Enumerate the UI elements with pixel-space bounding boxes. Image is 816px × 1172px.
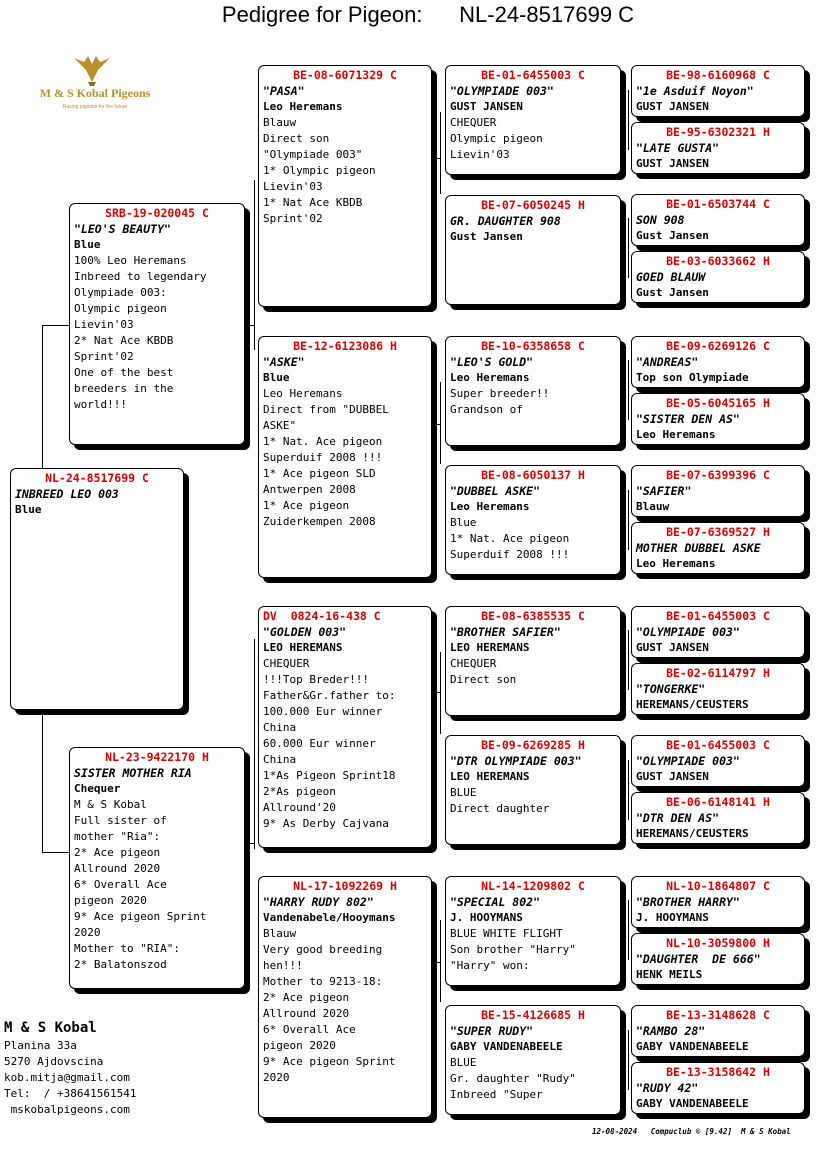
breeder-city: 5270 Ajdovscina [4, 1055, 104, 1068]
info-line: 2* Nat Ace KBDB [74, 334, 174, 347]
info-line: LEO HEREMANS [263, 641, 343, 654]
pigeon-name: "DUBBEL ASKE" [450, 484, 541, 498]
ring-number: BE-06-6148141 H [666, 795, 770, 809]
ring-number: BE-95-6302321 H [666, 125, 770, 139]
pigeon-name: SISTER MOTHER RIA [74, 766, 192, 780]
pigeon-card-gen4-7[interactable] [631, 465, 805, 517]
pigeon-name: "BROTHER SAFIER" [450, 625, 561, 639]
pigeon-card-gen3-3[interactable] [445, 336, 621, 446]
info-line: LEO HEREMANS [450, 641, 530, 654]
pigeon-name: "LEO'S BEAUTY" [74, 222, 171, 236]
eagle-icon [72, 52, 112, 86]
info-line: Direct son [450, 673, 517, 686]
info-line: Olympic pigeon [450, 132, 543, 145]
info-line: Mother to 9213-18: [263, 975, 383, 988]
pigeon-card-dam-dam[interactable] [258, 876, 432, 1118]
info-line: 1* Nat. Ace pigeon [263, 435, 383, 448]
info-line: China [263, 721, 297, 734]
ring-number: BE-08-6385535 C [481, 609, 585, 623]
pigeon-card-gen4-5[interactable] [631, 336, 805, 388]
info-line: ASKE" [263, 419, 297, 432]
connector-line [628, 90, 629, 150]
info-line: 1* Ace pigeon [263, 499, 350, 512]
pigeon-card-gen3-2[interactable] [445, 195, 621, 305]
info-line: HEREMANS/CEUSTERS [636, 698, 749, 711]
info-line: Zuiderkempen 2008 [263, 515, 376, 528]
pigeon-name: "1e Asduif Noyon" [636, 84, 754, 98]
pigeon-card-sire-dam[interactable] [258, 336, 432, 578]
info-line: 9* As Derby Cajvana [263, 817, 389, 830]
info-line: 6* Overall Ace [74, 878, 167, 891]
pigeon-card-gen4-15[interactable] [631, 1005, 805, 1057]
info-line: Gust Jansen [450, 230, 523, 243]
info-line: 1* Olympic pigeon [263, 164, 376, 177]
info-line: pigeon 2020 [74, 894, 147, 907]
pigeon-name: INBREED LEO 003 [15, 487, 119, 501]
info-line: BLUE [450, 1056, 477, 1069]
ring-number: NL-23-9422170 H [105, 750, 209, 764]
ring-number: BE-10-6358658 C [481, 339, 585, 353]
connector-line [440, 382, 441, 464]
info-line: HEREMANS/CEUSTERS [636, 827, 749, 840]
pigeon-card-gen4-3[interactable] [631, 194, 805, 246]
connector-line [628, 1030, 629, 1090]
info-line: Direct from "DUBBEL [263, 403, 389, 416]
pigeon-name: MOTHER DUBBEL ASKE [636, 541, 761, 555]
info-line: hen!!! [263, 959, 303, 972]
connector-line [432, 692, 440, 693]
connector-line [440, 652, 441, 734]
pigeon-card-gen3-8[interactable] [445, 1005, 621, 1115]
pigeon-card-gen4-4[interactable] [631, 251, 805, 303]
ring-number: BE-07-6369527 H [666, 525, 770, 539]
ring-number: BE-03-6033662 H [666, 254, 770, 268]
breeder-info [4, 1018, 204, 1118]
info-line: Blauw [636, 500, 670, 513]
ring-number: BE-08-6050137 H [481, 468, 585, 482]
info-line: Leo Heremans [263, 387, 343, 400]
ring-number: BE-01-6455003 C [666, 738, 770, 752]
ring-number: BE-05-6045165 H [666, 396, 770, 410]
pigeon-name: "SUPER RUDY" [450, 1024, 534, 1038]
pigeon-name: "LEO'S GOLD" [450, 355, 534, 369]
info-line: GABY VANDENABEELE [636, 1040, 749, 1053]
info-line: Gust Jansen [636, 229, 709, 242]
info-line: Direct son [263, 132, 330, 145]
info-line: Blauw [263, 927, 297, 940]
ring-number: NL-14-1209802 C [481, 879, 585, 893]
info-line: Leo Heremans [636, 428, 716, 441]
info-line: HENK MEILS [636, 968, 703, 981]
info-line: mother "Ria": [74, 830, 161, 843]
pigeon-card-gen3-1[interactable] [445, 65, 621, 175]
info-line: Lievin'03 [263, 180, 323, 193]
pigeon-card-sire[interactable] [69, 203, 245, 445]
pigeon-name: "OLYMPIADE 003" [450, 84, 554, 98]
pigeon-card-gen4-9[interactable] [631, 606, 805, 658]
info-line: Leo Heremans [263, 100, 343, 113]
info-line: Father&Gr.father to: [263, 689, 396, 702]
connector-line [440, 112, 441, 194]
info-line: world!!! [74, 398, 127, 411]
pigeon-name: "SISTER DEN AS" [636, 412, 740, 426]
pigeon-name: "SPECIAL 802" [450, 895, 541, 909]
ring-number: BE-13-3158642 H [666, 1065, 770, 1079]
info-line: Direct daughter [450, 802, 550, 815]
connector-line [42, 325, 70, 326]
pigeon-card-sire-sire[interactable] [258, 65, 432, 307]
info-line: Lievin'03 [450, 148, 510, 161]
connector-line [42, 852, 70, 853]
pigeon-name: "GOLDEN 003" [263, 625, 347, 639]
pigeon-card-gen4-10[interactable] [631, 663, 805, 715]
info-line: 100.000 Eur winner [263, 705, 383, 718]
info-line: Inbreed "Super [450, 1088, 543, 1101]
breeder-address: Planina 33a [4, 1039, 77, 1052]
ring-number: BE-07-6399396 C [666, 468, 770, 482]
info-line: 1* Ace pigeon SLD [263, 467, 376, 480]
logo-text: M & S Kobal Pigeons [39, 86, 151, 100]
ring-number: NL-10-1864807 C [666, 879, 770, 893]
info-line: 9* Ace pigeon Sprint [263, 1055, 396, 1068]
info-line: BLUE [450, 786, 477, 799]
connector-line [432, 424, 440, 425]
info-line: Inbreed to legendary [74, 270, 207, 283]
info-line: Chequer [74, 782, 121, 795]
ring-number: BE-12-6123086 H [293, 339, 397, 353]
info-line: Olympiade 003: [74, 286, 167, 299]
info-line: Olympic pigeon [74, 302, 167, 315]
info-line: CHEQUER [263, 657, 310, 670]
info-line: Leo Heremans [450, 371, 530, 384]
info-line: China [263, 753, 297, 766]
connector-line [628, 900, 629, 960]
breeder-phone: Tel: / +38641561541 [4, 1087, 137, 1100]
info-line: Antwerpen 2008 [263, 483, 356, 496]
ring-number: NL-10-3059800 H [666, 936, 770, 950]
pigeon-card-gen4-1[interactable] [631, 65, 805, 117]
footer-credit: 12-08-2024 Compuclub © [9.42] M & S Kobal [592, 1127, 791, 1136]
pigeon-name: "ANDREAS" [636, 355, 699, 369]
info-line: Blue [450, 516, 477, 529]
pigeon-name: "RAMBO 28" [636, 1024, 706, 1038]
ring-number: BE-15-4126685 H [481, 1008, 585, 1022]
info-line: Blauw [263, 116, 297, 129]
ring-number: SRB-19-020045 C [105, 206, 209, 220]
connector-line [432, 158, 440, 159]
ring-number: NL-24-8517699 C [45, 471, 149, 485]
info-line: GUST JANSEN [636, 641, 709, 654]
info-line: CHEQUER [450, 116, 497, 129]
info-line: pigeon 2020 [263, 1039, 336, 1052]
info-line: "Harry" won: [450, 959, 530, 972]
info-line: GUST JANSEN [636, 100, 709, 113]
connector-line [244, 843, 254, 844]
ring-number: BE-01-6503744 C [666, 197, 770, 211]
pigeon-card-gen4-11[interactable] [631, 735, 805, 787]
info-line: Blue [15, 503, 42, 516]
info-line: GABY VANDENABEELE [450, 1040, 563, 1053]
info-line: 2020 [74, 926, 101, 939]
info-line: 100% Leo Heremans [74, 254, 187, 267]
pigeon-card-subject[interactable] [10, 468, 184, 710]
pigeon-card-gen4-14[interactable] [631, 933, 805, 985]
info-line: 1* Nat Ace KBDB [263, 196, 363, 209]
pigeon-name: "PASA" [263, 84, 305, 98]
info-line: breeders in the [74, 382, 174, 395]
connector-line [440, 920, 441, 1002]
ring-number: BE-09-6269285 H [481, 738, 585, 752]
connector-line [254, 639, 255, 849]
info-line: GUST JANSEN [450, 100, 523, 113]
pigeon-name: "SAFIER" [636, 484, 692, 498]
info-line: Allround 2020 [263, 1007, 350, 1020]
pigeon-card-gen4-6[interactable] [631, 393, 805, 445]
info-line: Super breeder!! [450, 387, 550, 400]
info-line: Lievin'03 [74, 318, 134, 331]
pigeon-card-gen3-6[interactable] [445, 735, 621, 845]
info-line: 6* Overall Ace [263, 1023, 356, 1036]
connector-line [628, 760, 629, 820]
pigeon-name: "DTR DEN AS" [636, 811, 720, 825]
breeder-email[interactable]: kob.mitja@gmail.com [4, 1071, 130, 1084]
pigeon-card-gen4-8[interactable] [631, 522, 805, 574]
pigeon-name: "BROTHER HARRY" [636, 895, 740, 909]
info-line: "Olympiade 003" [263, 148, 363, 161]
info-line: Son brother "Harry" [450, 943, 576, 956]
info-line: GABY VANDENABEELE [636, 1097, 749, 1110]
info-line: 60.000 Eur winner [263, 737, 376, 750]
pigeon-name: SON 908 [636, 213, 685, 227]
ring-number: BE-08-6071329 C [293, 68, 397, 82]
info-line: Top son Olympiade [636, 371, 749, 384]
info-line: 1*As Pigeon Sprint18 [263, 769, 396, 782]
pigeon-card-gen3-4[interactable] [445, 465, 621, 575]
ring-number: BE-98-6160968 C [666, 68, 770, 82]
info-line: Grandson of [450, 403, 523, 416]
info-line: Superduif 2008 !!! [263, 451, 383, 464]
pigeon-name: "DTR OLYMPIADE 003" [450, 754, 582, 768]
info-line: 2* Balatonszod [74, 958, 167, 971]
pigeon-card-gen3-5[interactable] [445, 606, 621, 716]
ring-number: BE-13-3148628 C [666, 1008, 770, 1022]
info-line: 9* Ace pigeon Sprint [74, 910, 207, 923]
connector-line [628, 630, 629, 690]
connector-line [254, 180, 255, 350]
info-line: BLUE WHITE FLIGHT [450, 927, 563, 940]
pigeon-card-dam[interactable] [69, 747, 245, 989]
info-line: Leo Heremans [636, 557, 716, 570]
info-line: Vandenabele/Hooymans [263, 911, 396, 924]
info-line: Superduif 2008 !!! [450, 548, 570, 561]
info-line: CHEQUER [450, 657, 497, 670]
pigeon-card-gen4-2[interactable] [631, 122, 805, 174]
pigeon-card-dam-sire[interactable] [258, 606, 432, 848]
pigeon-name: "TONGERKE" [636, 682, 706, 696]
info-line: Sprint'02 [263, 212, 323, 225]
pigeon-name: "OLYMPIADE 003" [636, 754, 740, 768]
info-line: Mother to "RIA": [74, 942, 180, 955]
logo [20, 52, 160, 114]
connector-line [628, 490, 629, 550]
connector-line [432, 962, 440, 963]
info-line: Blue [74, 238, 101, 251]
pigeon-name: "HARRY RUDY 802" [263, 895, 374, 909]
info-line: GUST JANSEN [636, 157, 709, 170]
pigeon-card-gen4-12[interactable] [631, 792, 805, 844]
info-line: Full sister of [74, 814, 167, 827]
info-line: J. HOOYMANS [450, 911, 523, 924]
pigeon-name: "ASKE" [263, 355, 305, 369]
ring-number: BE-09-6269126 C [666, 339, 770, 353]
ring-number: BE-01-6455003 C [481, 68, 585, 82]
info-line: Allround'20 [263, 801, 336, 814]
logo-tagline: Racing pigeons for the future [62, 104, 128, 110]
pigeon-card-gen3-7[interactable] [445, 876, 621, 986]
info-line: Gust Jansen [636, 286, 709, 299]
connector-line [244, 325, 254, 326]
connector-line [628, 360, 629, 420]
info-line: Allround 2020 [74, 862, 161, 875]
info-line: 2* Ace pigeon [74, 846, 161, 859]
info-line: LEO HEREMANS [450, 770, 530, 783]
info-line: GUST JANSEN [636, 770, 709, 783]
ring-number: NL-17-1092269 H [293, 879, 397, 893]
page-title: Pedigree for Pigeon: NL-24-8517699 C [221, 2, 635, 27]
pigeon-name: GOED BLAUW [636, 270, 706, 284]
info-line: Gr. daughter "Rudy" [450, 1072, 576, 1085]
info-line: 1* Nat. Ace pigeon [450, 532, 570, 545]
info-line: M & S Kobal [74, 798, 147, 811]
info-line: Blue [263, 371, 290, 384]
info-line: Very good breeding [263, 943, 383, 956]
info-line: One of the best [74, 366, 174, 379]
breeder-name: M & S Kobal [4, 1020, 97, 1036]
info-line: 2*As pigeon [263, 785, 336, 798]
breeder-website[interactable]: mskobalpigeons.com [4, 1103, 130, 1116]
info-line: Leo Heremans [450, 500, 530, 513]
info-line: 2* Ace pigeon [263, 991, 350, 1004]
ring-number: BE-02-6114797 H [666, 666, 770, 680]
pigeon-name: "LATE GUSTA" [636, 141, 720, 155]
connector-line [628, 218, 629, 278]
ring-number: BE-07-6050245 H [481, 198, 585, 212]
pigeon-name: "OLYMPIADE 003" [636, 625, 740, 639]
ring-number: DV 0824-16-438 C [263, 609, 381, 623]
info-line: !!!Top Breder!!! [263, 673, 369, 686]
pigeon-card-gen4-16[interactable] [631, 1062, 805, 1114]
pigeon-card-gen4-13[interactable] [631, 876, 805, 928]
ring-number: BE-01-6455003 C [666, 609, 770, 623]
info-line: 2020 [263, 1071, 290, 1084]
pigeon-name: "DAUGHTER DE 666" [636, 952, 761, 966]
pigeon-name: "RUDY 42" [636, 1081, 699, 1095]
info-line: J. HOOYMANS [636, 911, 709, 924]
info-line: Sprint'02 [74, 350, 134, 363]
pigeon-name: GR. DAUGHTER 908 [450, 214, 561, 228]
